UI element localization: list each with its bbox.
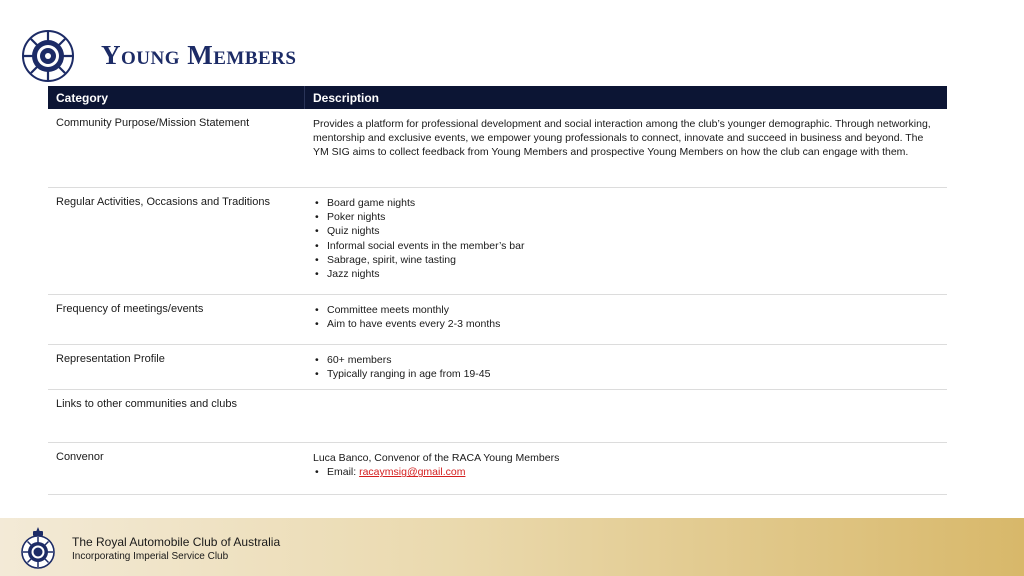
table-row-links xyxy=(48,390,947,443)
list-item: • 60+ members xyxy=(313,353,939,367)
row-description xyxy=(305,295,947,344)
row-description xyxy=(305,188,947,294)
list-item: • Poker nights xyxy=(313,210,939,224)
list-item xyxy=(313,465,939,479)
table-row-frequency xyxy=(48,295,947,345)
row-category: Frequency of meetings/events xyxy=(56,303,204,315)
email-link[interactable]: racaymsig@gmail.com xyxy=(359,466,466,479)
footer-subtitle: Incorporating Imperial Service Club xyxy=(72,551,229,562)
list-item: • Typically ranging in age from 19-45 xyxy=(313,367,939,381)
table-row-mission xyxy=(48,109,947,188)
row-category: Links to other communities and clubs xyxy=(56,398,237,410)
page-title: Young Members xyxy=(101,40,297,70)
table-header xyxy=(48,86,947,109)
row-category: Community Purpose/Mission Statement xyxy=(56,117,250,129)
crest-icon xyxy=(20,526,56,570)
list-item: • Informal social events in the member’s bar xyxy=(313,239,939,253)
row-category: Representation Profile xyxy=(56,353,165,365)
bullet-list xyxy=(313,196,939,281)
convenor-name: Luca Banco, Convenor of the RACA Young Members xyxy=(313,452,560,464)
row-description xyxy=(305,390,947,442)
list-item: • Committee meets monthly xyxy=(313,303,939,317)
list-item: • Jazz nights xyxy=(313,267,939,281)
club-logo-icon xyxy=(22,30,74,82)
row-description xyxy=(305,345,947,389)
row-category: Convenor xyxy=(56,451,104,463)
row-description: Provides a platform for professional development and social interaction among the club’s younger demographic. Through networking, mentorship and exclusive events, we empower young professionals to connect, innovate and succeed in business and beyond. The YM SIG aims to collect feedback from Young Members and prospective Young Members on how the club can engage with them. xyxy=(313,118,931,159)
footer xyxy=(0,518,1024,576)
list-item: • Sabrage, spirit, wine tasting xyxy=(313,253,939,267)
info-table xyxy=(48,86,947,495)
column-header-description: Description xyxy=(313,91,380,105)
row-description xyxy=(305,443,947,494)
footer-org-name: The Royal Automobile Club of Australia xyxy=(72,535,281,549)
table-row-representation xyxy=(48,345,947,390)
bullet-list xyxy=(313,353,939,381)
bullet-list xyxy=(313,465,939,479)
list-item: • Quiz nights xyxy=(313,224,939,238)
email-label: Email: xyxy=(327,466,360,479)
list-item: • Aim to have events every 2-3 months xyxy=(313,317,939,331)
bullet-list xyxy=(313,303,939,331)
column-header-category: Category xyxy=(48,86,305,109)
table-row-activities xyxy=(48,188,947,295)
row-category: Regular Activities, Occasions and Traditions xyxy=(56,196,270,208)
table-row-convenor xyxy=(48,443,947,495)
list-item: • Board game nights xyxy=(313,196,939,210)
